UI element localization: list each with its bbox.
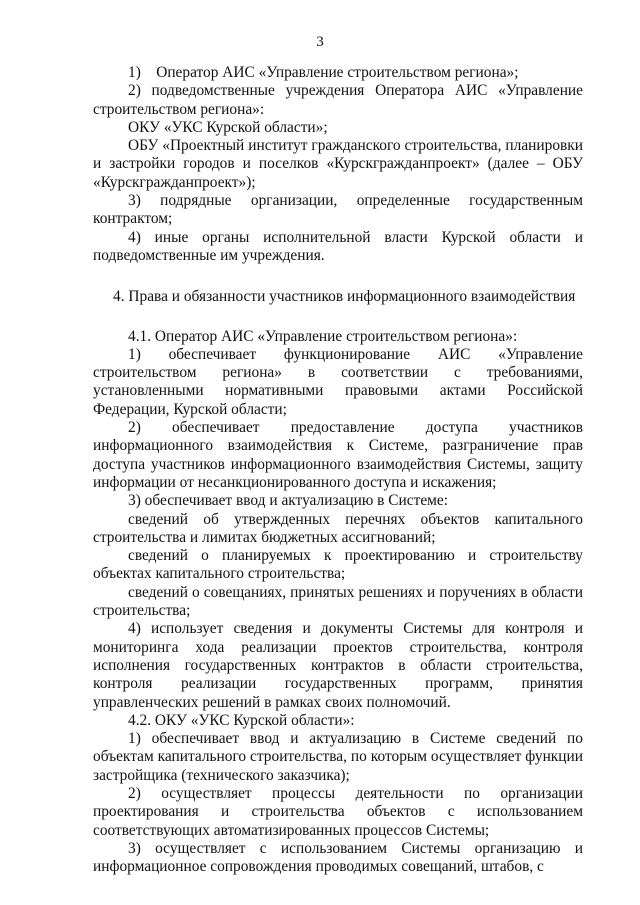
- clause-4-1-title: 4.1. Оператор АИС «Управление строительством региона»:: [128, 327, 518, 345]
- clause-4-1-item-1: 1) обеспечивает функционирование АИС «Управление строительством региона» в соответствии с требованиями, установленными нормативными правовыми актами Российской Федерации, Курской области;: [93, 345, 583, 418]
- clause-4-1-item-3: 3) обеспечивает ввод и актуализацию в Системе:: [128, 492, 449, 510]
- clause-4-1-item-3-a: сведений об утвержденных перечнях объектов капитального строительства и лимитах бюджетных ассигнований;: [93, 510, 583, 546]
- section-heading: 4. Права и обязанности участников информационного взаимодействия: [113, 288, 576, 306]
- clause-4-1-item-3-c: сведений о совещаниях, принятых решениях и поручениях в области строительства;: [93, 583, 583, 620]
- participant-item-3: 3) подрядные организации, определенные государственным контрактом;: [93, 192, 583, 228]
- participant-oku: ОКУ «УКС Курской области»;: [128, 118, 328, 136]
- clause-4-1-item-4: 4) использует сведения и документы Системы для контроля и мониторинга хода реализации проектов строительства, контроля исполнения государственных контрактов в области строительства, контроля реализации государственных программ, принятия управленческих решений в рамках своих полномочий.: [93, 620, 583, 711]
- page-number: 3: [316, 34, 324, 50]
- participant-obu: ОБУ «Проектный институт гражданского строительства, планировки и застройки городов и поселков «Курскгражданпроект» (далее – ОБУ «Курскгражданпроект»);: [93, 137, 583, 191]
- participant-item-4: 4) иные органы исполнительной власти Курской области и подведомственные им учреждения.: [93, 228, 583, 264]
- participant-item-2: 2) подведомственные учреждения Оператора АИС «Управление строительством региона»:: [93, 82, 583, 118]
- clause-4-2-item-1: 1) обеспечивает ввод и актуализацию в Системе сведений по объектам капитального строительства, по которым осуществляет функции застройщика (технического заказчика);: [93, 730, 583, 784]
- clause-4-1-item-2: 2) обеспечивает предоставление доступа участников информационного взаимодействия к Системе, разграничение прав доступа участников информационного взаимодействия Системы, защиту информации от несанкционированного доступа и искажения;: [93, 419, 583, 491]
- clause-4-1-item-3-b: сведений о планируемых к проектированию и строительству объектах капитального строительства;: [93, 547, 583, 583]
- participant-item-1: 1) Оператор АИС «Управление строительством региона»;: [128, 64, 519, 81]
- clause-4-2-title: 4.2. ОКУ «УКС Курской области»:: [128, 711, 355, 729]
- document-body: [93, 64, 583, 876]
- clause-4-2-item-3: 3) осуществляет с использованием Системы организацию и информационное сопровождения проводимых совещаний, штабов, с: [93, 839, 583, 876]
- clause-4-2-item-2: 2) осуществляет процессы деятельности по организации проектирования и строительства объектов с использованием соответствующих автоматизированных процессов Системы;: [93, 784, 583, 839]
